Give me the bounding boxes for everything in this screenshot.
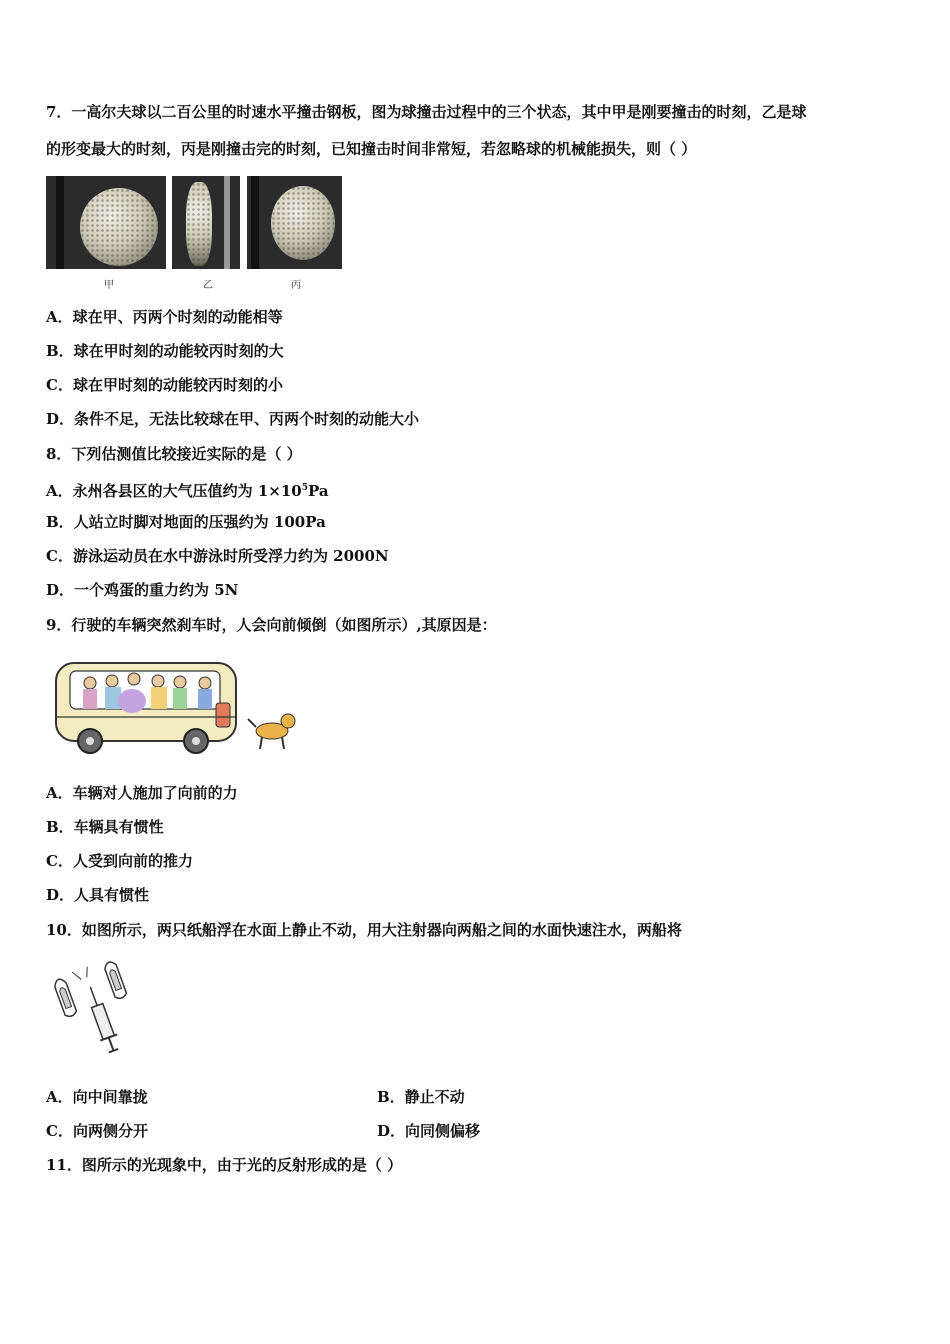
q7-stem-line1: 7．一高尔夫球以二百公里的时速水平撞击钢板，图为球撞击过程中的三个状态，其中甲是刚要撞击的时刻，乙是球 [46, 103, 807, 121]
q10-option-d[interactable]: D．向同侧偏移 [377, 1122, 481, 1140]
q10-option-b[interactable]: B．静止不动 [377, 1088, 465, 1106]
q7-stem-line2: 的形变最大的时刻，丙是刚撞击完的时刻，已知撞击时间非常短，若忽略球的机械能损失，则（ ） [46, 140, 697, 158]
dog-icon [248, 714, 295, 749]
q8-option-a-unit: Pa [308, 482, 329, 500]
caption-yi: 乙 [203, 280, 213, 291]
q8-option-a-text: A．永州各县区的大气压值约为 1×10 [46, 482, 302, 500]
q8-option-b[interactable]: B．人站立时脚对地面的压强约为 100Pa [46, 513, 326, 531]
paper-boat-left-icon [53, 977, 78, 1018]
golf-ball-photo-bing [247, 176, 342, 269]
q9-option-a[interactable]: A．车辆对人施加了向前的力 [46, 784, 238, 802]
q10-stem: 10．如图所示，两只纸船浮在水面上静止不动，用大注射器向两船之间的水面快速注水，两船将 [46, 921, 682, 939]
q9-option-c[interactable]: C．人受到向前的推力 [46, 852, 193, 870]
q7-option-a[interactable]: A．球在甲、丙两个时刻的动能相等 [46, 308, 283, 326]
caption-jia: 甲 [104, 280, 114, 291]
q10-option-a[interactable]: A．向中间靠拢 [46, 1088, 148, 1106]
q8-option-d[interactable]: D．一个鸡蛋的重力约为 5N [46, 581, 239, 599]
q9-option-d[interactable]: D．人具有惯性 [46, 886, 150, 904]
q8-option-c[interactable]: C．游泳运动员在水中游泳时所受浮力约为 2000N [46, 547, 389, 565]
paper-boats-syringe-illustration [50, 960, 140, 1060]
q7-option-b[interactable]: B．球在甲时刻的动能较丙时刻的大 [46, 342, 284, 360]
q9-option-b[interactable]: B．车辆具有惯性 [46, 818, 164, 836]
q8-option-a-exponent: 5 [301, 483, 309, 493]
q7-option-c[interactable]: C．球在甲时刻的动能较丙时刻的小 [46, 376, 283, 394]
q9-stem: 9．行驶的车辆突然刹车时，人会向前倾倒（如图所示）,其原因是： [46, 616, 497, 634]
caption-bing: 丙 [291, 280, 301, 291]
q7-option-d[interactable]: D．条件不足，无法比较球在甲、丙两个时刻的动能大小 [46, 410, 420, 428]
braking-bus-illustration [50, 655, 300, 760]
q11-stem: 11．图所示的光现象中，由于光的反射形成的是（ ） [46, 1156, 403, 1174]
q8-stem: 8．下列估测值比较接近实际的是（ ） [46, 445, 302, 463]
q10-option-c[interactable]: C．向两侧分开 [46, 1122, 148, 1140]
q8-option-a[interactable] [46, 478, 329, 501]
paper-boat-right-icon [103, 960, 127, 1000]
golf-ball-photo-jia [46, 176, 166, 269]
golf-ball-photo-yi [172, 176, 240, 269]
